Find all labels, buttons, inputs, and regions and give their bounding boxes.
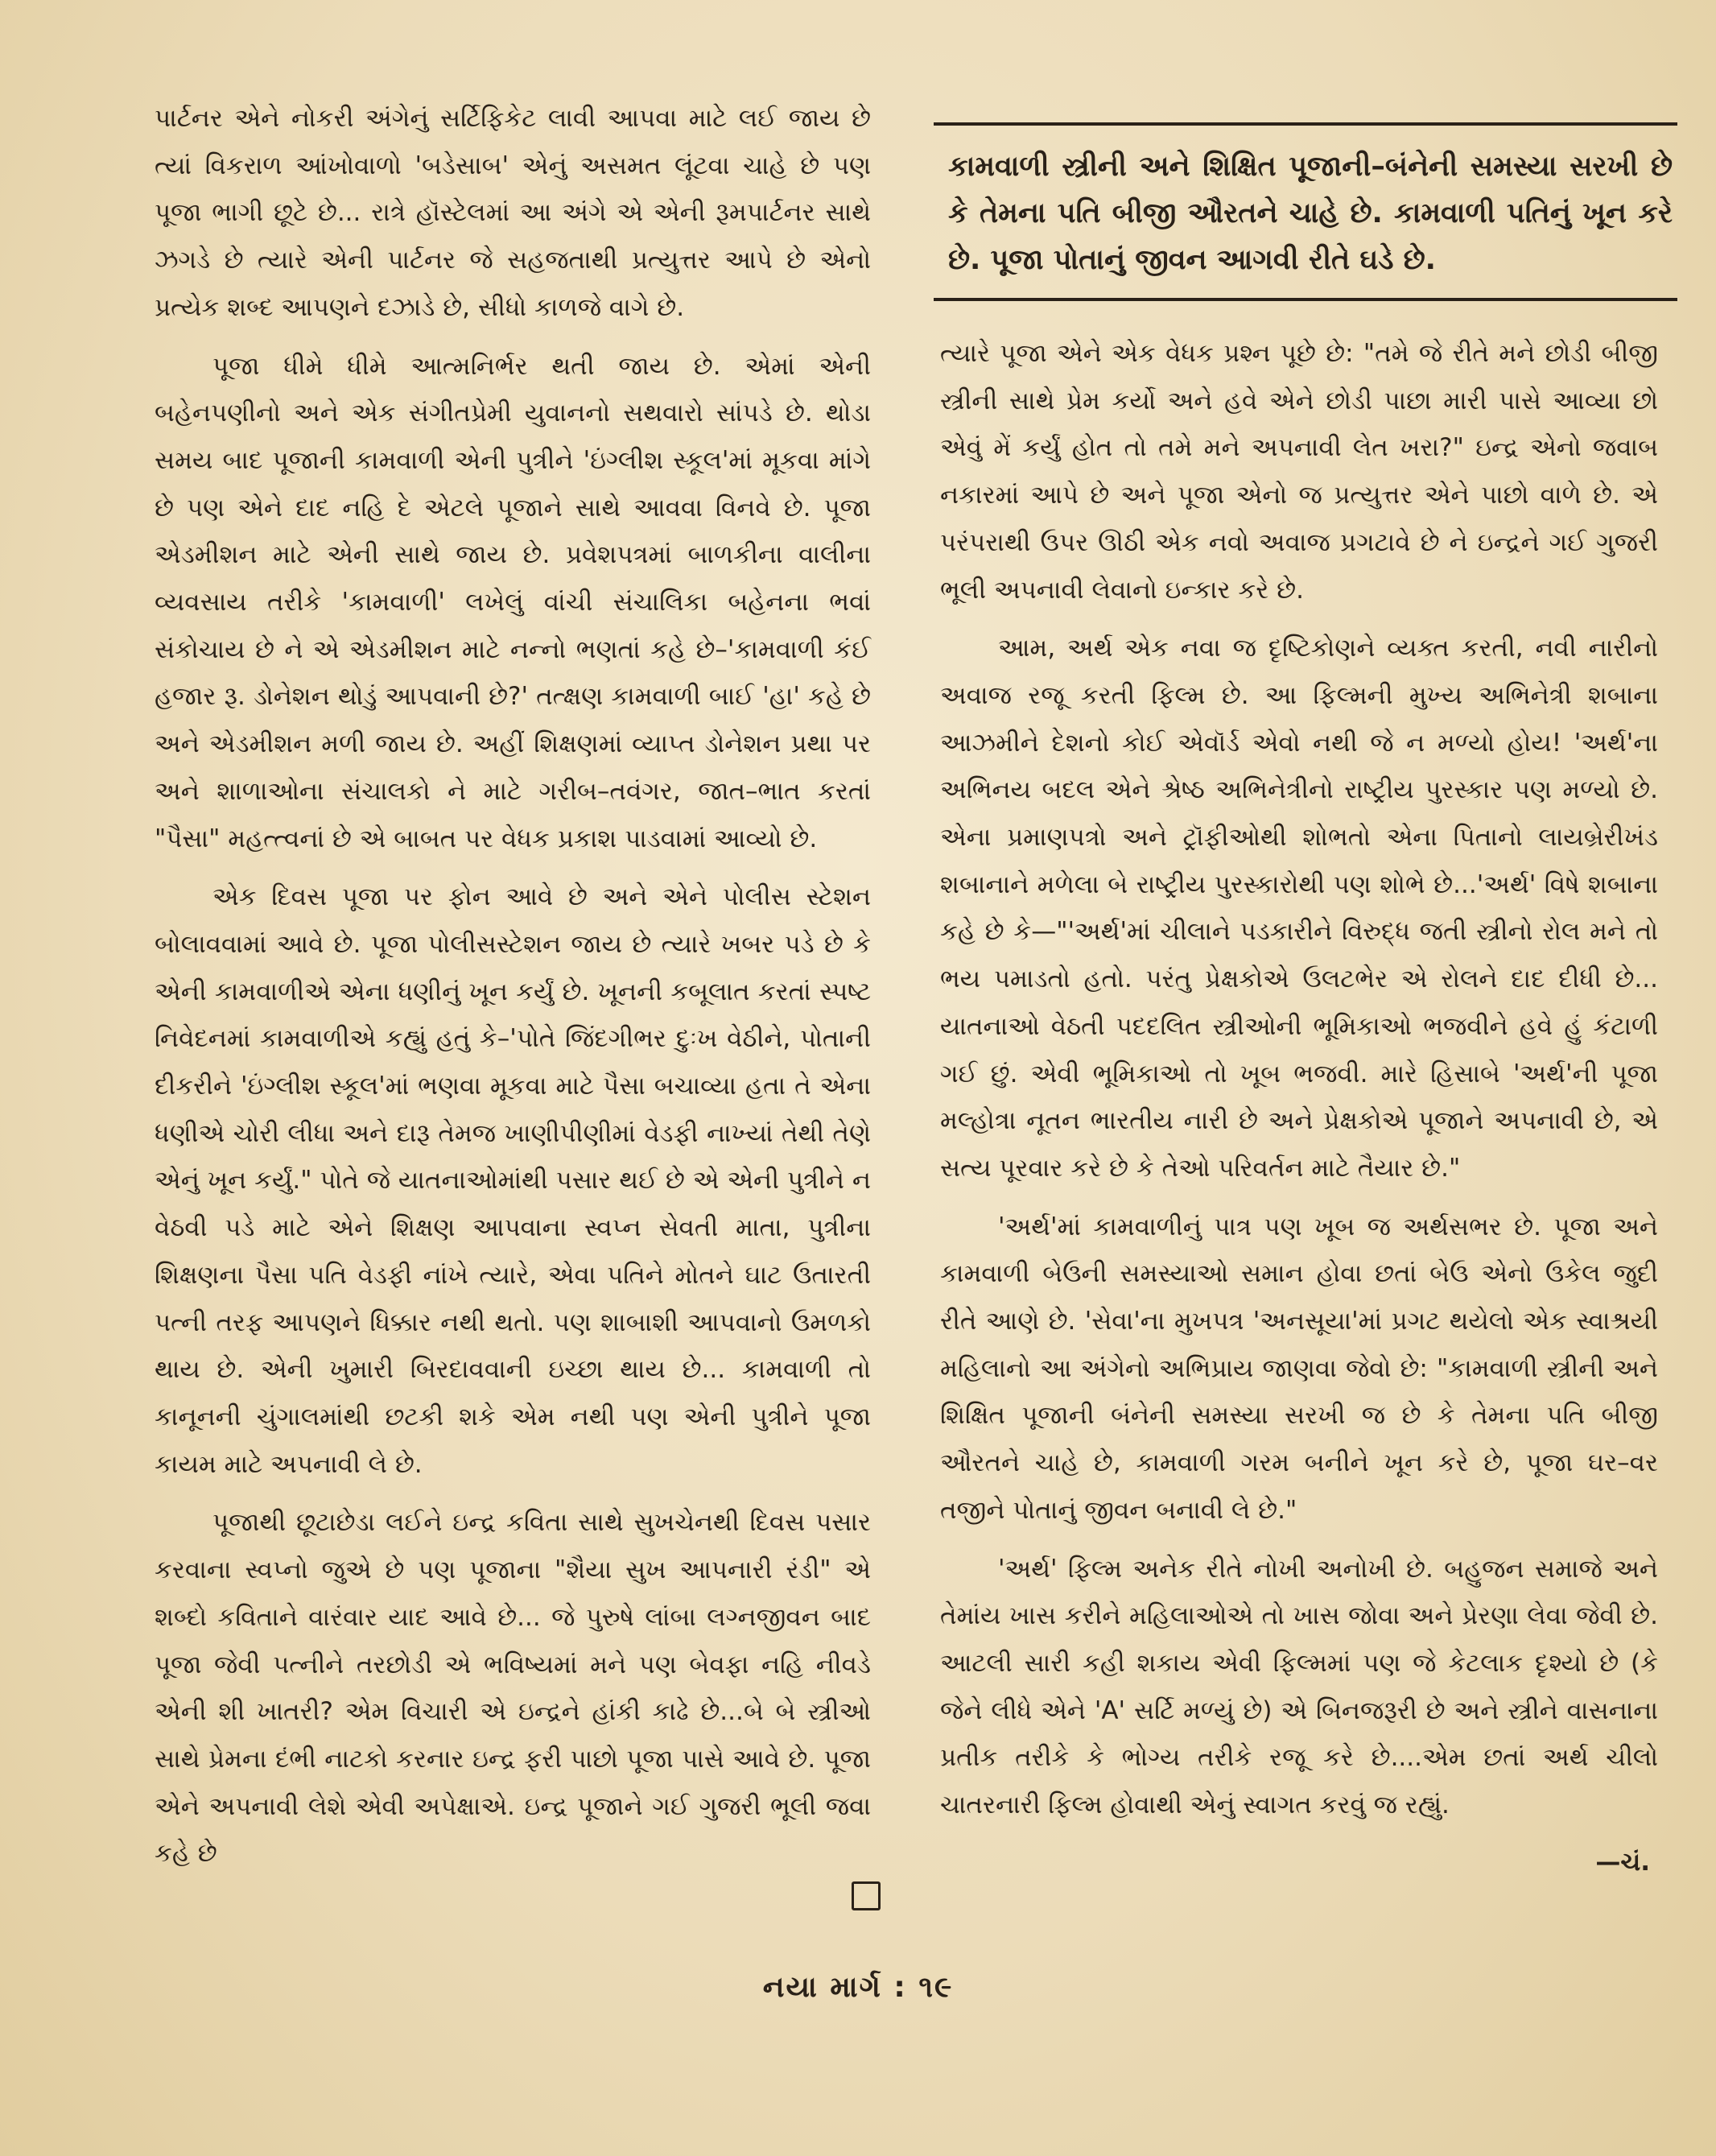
article-paragraph: 'અર્થ' ફિલ્મ અનેક રીતે નોખી અનોખી છે. બહુજન સમાજે અને તેમાંય ખાસ કરીને મહિલાઓએ તો ખાસ જોવા અને પ્રેરણા લેવા જેવી છે. આટલી સારી કહી શકાય એવી ફિલ્મમાં પણ જે કેટલાક દૃશ્યો છે (કે જેને લીધે એને 'A' સર્ટિ મળ્યું છે) એ બિનજરૂરી છે અને સ્ત્રીને વાસનાના પ્રતીક તરીકે કે ભોગ્ય તરીકે રજૂ કરે છે....એમ છતાં અર્થ ચીલો ચાતરનારી ફિલ્મ હોવાથી એનું સ્વાગત કરવું જ રહ્યું. bbox=[940, 1554, 1658, 1820]
pull-quote: કામવાળી સ્ત્રીની અને શિક્ષિત પૂજાની–બંનેની સમસ્યા સરખી છે કે તેમના પતિ બીજી ઔરતને ચાહે છે. કામવાળી પતિનું ખૂન કરે છે. પૂજા પોતાનું જીવન આગવી રીતે ઘડે છે. bbox=[934, 122, 1677, 301]
article-paragraph: આમ, અર્થ એક નવા જ દૃષ્ટિકોણને વ્યક્ત કરતી, નવી નારીનો અવાજ રજૂ કરતી ફિલ્મ છે. આ ફિલ્મની મુખ્ય અભિનેત્રી શબાના આઝમીને દેશનો કોઈ એવૉર્ડ એવો નથી જે ન મળ્યો હોય! 'અર્થ'ના અભિનય બદલ એને શ્રેષ્ઠ અભિનેત્રીનો રાષ્ટ્રીય પુરસ્કાર પણ મળ્યો છે. એના પ્રમાણપત્રો અને ટ્રૉફીઓથી શોભતો એના પિતાનો લાયબ્રેરીખંડ શબાનાને મળેલા બે રાષ્ટ્રીય પુરસ્કારોથી પણ શોભે છે...'અર્થ' વિષે શબાના કહે છે કે—"'અર્થ'માં ચીલાને પડકારીને વિરુદ્ધ જતી સ્ત્રીનો રોલ મને તો ભય પમાડતો હતો. પરંતુ પ્રેક્ષકોએ ઉલટભેર એ રોલને દાદ દીધી છે... યાતનાઓ વેઠતી પદદલિત સ્ત્રીઓની ભૂમિકાઓ ભજવીને હવે હું કંટાળી ગઈ છું. એવી ભૂમિકાઓ તો ખૂબ ભજવી. મારે હિસાબે 'અર્થ'ની પૂજા મલ્હોત્રા નૂતન ભારતીય નારી છે અને પ્રેક્ષકોએ પૂજાને અપનાવી છે, એ સત્ય પૂરવાર કરે છે કે તેઓ પરિવર્તન માટે તૈયાર છે." bbox=[940, 634, 1658, 1183]
article-paragraph: પાર્ટનર એને નોકરી અંગેનું સર્ટિફિકેટ લાવી આપવા માટે લઈ જાય છે ત્યાં વિકરાળ આંખોવાળો 'બડેસાબ' એનું અસમત લૂંટવા ચાહે છે પણ પૂજા ભાગી છૂટે છે... રાત્રે હૉસ્ટેલમાં આ અંગે એ એની રૂમપાર્ટનર સાથે ઝગડે છે ત્યારે એની પાર્ટનર જે સહજતાથી પ્રત્યુત્તર આપે છે એનો પ્રત્યેક શબ્દ આપણને દઝાડે છે, સીધો કાળજે વાગે છે. bbox=[155, 104, 871, 322]
page-footer: નયા માર્ગ : ૧૯ bbox=[762, 1971, 954, 2004]
article-paragraph: ત્યારે પૂજા એને એક વેધક પ્રશ્ન પૂછે છે: "તમે જે રીતે મને છોડી બીજી સ્ત્રીની સાથે પ્રેમ કર્યો અને હવે એને છોડી પાછા મારી પાસે આવ્યા છો એવું મેં કર્યું હોત તો તમે મને અપનાવી લેત ખરા?" ઇન્દ્ર એનો જવાબ નકારમાં આપે છે અને પૂજા એનો જ પ્રત્યુત્તર એને પાછો વાળે છે. એ પરંપરાથી ઉપર ઊઠી એક નવો અવાજ પ્રગટાવે છે ને ઇન્દ્રને ગઈ ગુજરી ભૂલી અપનાવી લેવાનો ઇન્કાર કરે છે. bbox=[940, 339, 1658, 605]
article-paragraph: એક દિવસ પૂજા પર ફોન આવે છે અને એને પોલીસ સ્ટેશન બોલાવવામાં આવે છે. પૂજા પોલીસસ્ટેશન જાય છે ત્યારે ખબર પડે છે કે એની કામવાળીએ એના ધણીનું ખૂન કર્યું છે. ખૂનની કબૂલાત કરતાં સ્પષ્ટ નિવેદનમાં કામવાળીએ કહ્યું હતું કે–'પોતે જિંદગીભર દુઃખ વેઠીને, પોતાની દીકરીને 'ઇંગ્લીશ સ્કૂલ'માં ભણવા મૂકવા માટે પૈસા બચાવ્યા હતા તે એના ધણીએ ચોરી લીધા અને દારૂ તેમજ ખાણીપીણીમાં વેડફી નાખ્યાં તેથી તેણે એનું ખૂન કર્યું." પોતે જે યાતનાઓમાંથી પસાર થઈ છે એ એની પુત્રીને ન વેઠવી પડે માટે એને શિક્ષણ આપવાના સ્વપ્ન સેવતી માતા, પુત્રીના શિક્ષણના પૈસા પતિ વેડફી નાંખે ત્યારે, એવા પતિને મોતને ઘાટ ઉતારતી પત્ની તરફ આપણને ધિક્કાર નથી થતો. પણ શાબાશી આપવાનો ઉમળકો થાય છે. એની ખુમારી બિરદાવવાની ઇચ્છા થાય છે... કામવાળી તો કાનૂનની ચુંગાલમાંથી છટકી શકે એમ નથી પણ એની પુત્રીને પૂજા કાયમ માટે અપનાવી લે છે. bbox=[155, 882, 871, 1479]
author-signature: —ચં. bbox=[1595, 1847, 1650, 1877]
end-mark-icon bbox=[852, 1881, 881, 1910]
article-paragraph: પૂજા ધીમે ધીમે આત્મનિર્ભર થતી જાય છે. એમાં એની બહેનપણીનો અને એક સંગીતપ્રેમી યુવાનનો સથવારો સાંપડે છે. થોડા સમય બાદ પૂજાની કામવાળી એની પુત્રીને 'ઇંગ્લીશ સ્કૂલ'માં મૂકવા માંગે છે પણ એને દાદ નહિ દે એટલે પૂજાને સાથે આવવા વિનવે છે. પૂજા એડમીશન માટે એની સાથે જાય છે. પ્રવેશપત્રમાં બાળકીના વાલીના વ્યવસાય તરીકે 'કામવાળી' લખેલું વાંચી સંચાલિકા બહેનના ભવાં સંકોચાય છે ને એ એડમીશન માટે નન્નો ભણતાં કહે છે–'કામવાળી કંઈ હજાર રૂ. ડોનેશન થોડું આપવાની છે?' તત્ક્ષણ કામવાળી બાઈ 'હા' કહે છે અને એડમીશન મળી જાય છે. અહીં શિક્ષણમાં વ્યાપ્ત ડોનેશન પ્રથા પર અને શાળાઓના સંચાલકો ને માટે ગરીબ–તવંગર, જાત–ભાત કરતાં "પૈસા" મહત્ત્વનાં છે એ બાબત પર વેધક પ્રકાશ પાડવામાં આવ્યો છે. bbox=[155, 351, 871, 853]
right-column bbox=[940, 330, 1658, 1886]
article-paragraph: 'અર્થ'માં કામવાળીનું પાત્ર પણ ખૂબ જ અર્થસભર છે. પૂજા અને કામવાળી બેઉની સમસ્યાઓ સમાન હોવા છતાં બેઉ એનો ઉકેલ જુદી રીતે આણે છે. 'સેવા'ના મુખપત્ર 'અનસૂયા'માં પ્રગટ થયેલો એક સ્વાશ્રયી મહિલાનો આ અંગેનો અભિપ્રાય જાણવા જેવો છે: "કામવાળી સ્ત્રીની અને શિક્ષિત પૂજાની બંનેની સમસ્યા સરખી જ છે કે તેમના પતિ બીજી ઔરતને ચાહે છે, કામવાળી ગરમ બનીને ખૂન કરે છે, પૂજા ઘર–વર તજીને પોતાનું જીવન બનાવી લે છે." bbox=[940, 1212, 1658, 1525]
article-paragraph: પૂજાથી છૂટાછેડા લઈને ઇન્દ્ર કવિતા સાથે સુખચેનથી દિવસ પસાર કરવાના સ્વપ્નો જુએ છે પણ પૂજાના "શૈયા સુખ આપનારી રંડી" એ શબ્દો કવિતાને વારંવાર યાદ આવે છે... જે પુરુષે લાંબા લગ્નજીવન બાદ પૂજા જેવી પત્નીને તરછોડી એ ભવિષ્યમાં મને પણ બેવફા નહિ નીવડે એની શી ખાતરી? એમ વિચારી એ ઇન્દ્રને હાંકી કાઢે છે...બે બે સ્ત્રીઓ સાથે પ્રેમના દંભી નાટકો કરનાર ઇન્દ્ર ફરી પાછો પૂજા પાસે આવે છે. પૂજા એને અપનાવી લેશે એવી અપેક્ષાએ. ઇન્દ્ર પૂજાને ગઈ ગુજરી ભૂલી જવા કહે છે bbox=[155, 1508, 871, 1869]
left-column bbox=[155, 95, 871, 1877]
